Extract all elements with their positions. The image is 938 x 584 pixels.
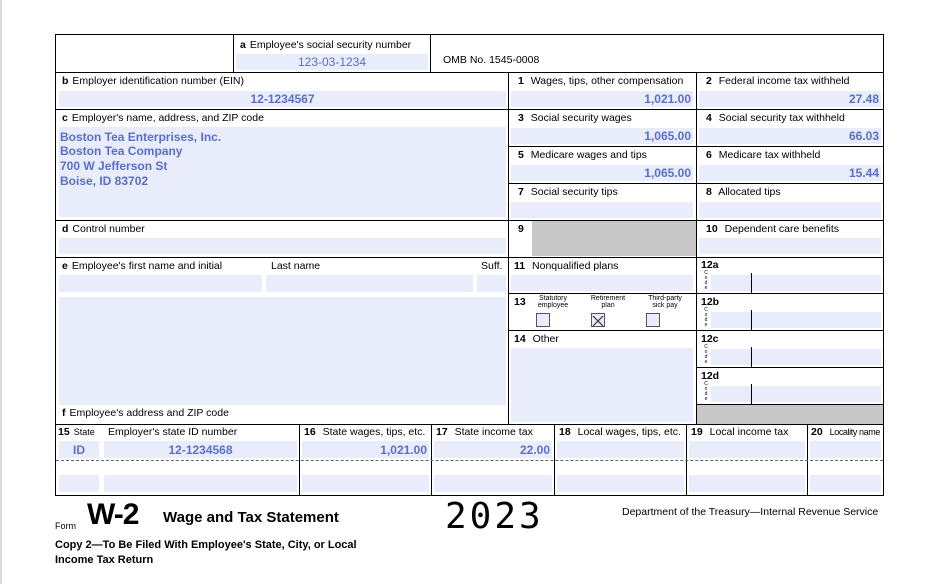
- ssn-value: 123-03-1234: [297, 55, 367, 69]
- third-party-label: Third-party sick pay: [648, 295, 682, 309]
- form-title: Wage and Tax Statement: [163, 509, 339, 526]
- box-3-value: 1,065.00: [644, 129, 691, 143]
- divider: [56, 109, 883, 110]
- box-a-label: a Employee's social security number: [240, 39, 412, 51]
- box-16-label: 16 State wages, tips, etc.: [304, 426, 426, 438]
- box-5-label: 5 Medicare wages and tips: [518, 149, 647, 161]
- box-14-field[interactable]: [511, 348, 693, 422]
- divider: [430, 35, 431, 72]
- employer-line-3: 700 W Jefferson St: [60, 159, 168, 173]
- state-tax-field-2[interactable]: [434, 475, 552, 492]
- box-12b-field[interactable]: [711, 312, 881, 328]
- code-label: C o d e: [704, 307, 708, 328]
- box-7-label: 7 Social security tips: [518, 186, 618, 198]
- box-6-value: 15.44: [848, 166, 879, 180]
- employer-line-4: Boise, ID 83702: [60, 174, 149, 188]
- x-mark-icon: [592, 315, 604, 327]
- state-wages-field-2[interactable]: [302, 475, 429, 492]
- divider: [233, 35, 234, 72]
- box-12a-field[interactable]: [711, 275, 881, 291]
- box-12c-label: 12c: [701, 333, 719, 345]
- box-14-label: 14 Other: [514, 333, 559, 345]
- shaded-area: [697, 405, 883, 424]
- box-20-label: 20 Locality name: [811, 426, 880, 438]
- box-12a-label: 12a: [701, 259, 719, 271]
- box-18-label: 18 Local wages, tips, etc.: [559, 426, 681, 438]
- department: Department of the Treasury—Internal Revenue Service: [622, 506, 879, 518]
- suffix-label: Suff.: [481, 260, 503, 272]
- ein-value: 12-1234567: [250, 92, 315, 106]
- box-9-label: 9: [518, 223, 524, 235]
- locality-field-2[interactable]: [810, 475, 881, 492]
- box-12c-field[interactable]: [711, 349, 881, 365]
- divider: [696, 293, 883, 294]
- box-11-label: 11 Nonqualified plans: [514, 260, 619, 272]
- locality-field[interactable]: [810, 441, 881, 458]
- copy-line-2: Income Tax Return: [55, 554, 154, 566]
- local-wages-field-2[interactable]: [557, 475, 684, 492]
- box-10-field[interactable]: [699, 238, 881, 254]
- box-7-field[interactable]: [511, 202, 693, 218]
- divider: [508, 183, 883, 184]
- box-e-label: e Employee's first name and initial: [62, 260, 223, 272]
- control-number-field[interactable]: [59, 238, 506, 254]
- box-11-field[interactable]: [511, 275, 693, 291]
- form-word: Form: [55, 521, 76, 531]
- state-id-value: 12-1234568: [168, 443, 233, 457]
- retirement-checkbox[interactable]: [591, 313, 605, 327]
- local-tax-field-2[interactable]: [689, 475, 805, 492]
- code-label: C o d e: [704, 381, 708, 402]
- box-12d-field[interactable]: [711, 386, 881, 402]
- box-2-value: 27.48: [848, 92, 879, 106]
- divider: [696, 330, 883, 331]
- divider: [696, 257, 697, 424]
- box-1-label: 1 Wages, tips, other compensation: [518, 75, 684, 87]
- divider: [56, 220, 883, 221]
- divider: [751, 384, 752, 404]
- box-8-label: 8 Allocated tips: [706, 186, 781, 198]
- state-id-field-2[interactable]: [104, 475, 297, 492]
- state-wages-value: 1,021.00: [380, 443, 427, 457]
- employer-line-1: Boston Tea Enterprises, Inc.: [60, 130, 222, 144]
- divider: [56, 257, 883, 258]
- box-12b-label: 12b: [701, 296, 720, 308]
- box-1-value: 1,021.00: [644, 92, 691, 106]
- divider: [751, 347, 752, 367]
- state-tax-value: 22.00: [519, 443, 550, 457]
- state-id-label: Employer's state ID number: [108, 426, 238, 438]
- box-6-label: 6 Medicare tax withheld: [706, 149, 821, 161]
- suffix-field[interactable]: [477, 275, 506, 292]
- box-9-shaded: [532, 221, 696, 256]
- box-10-label: 10 Dependent care benefits: [706, 223, 840, 235]
- box-8-field[interactable]: [699, 202, 881, 218]
- divider: [751, 273, 752, 293]
- dashed-divider: [56, 460, 883, 461]
- last-name-label: Last name: [271, 260, 321, 272]
- box-17-label: 17 State income tax: [436, 426, 533, 438]
- box-4-value: 66.03: [848, 129, 879, 143]
- divider: [751, 310, 752, 330]
- code-label: C o d e: [704, 344, 708, 365]
- employer-line-2: Boston Tea Company: [60, 144, 183, 158]
- first-name-field[interactable]: [59, 275, 262, 292]
- state-value: ID: [73, 443, 85, 457]
- divider: [56, 424, 883, 425]
- box-3-label: 3 Social security wages: [518, 112, 632, 124]
- box-5-value: 1,065.00: [644, 166, 691, 180]
- employee-address-field[interactable]: [59, 297, 506, 405]
- state-field-2[interactable]: [59, 475, 99, 492]
- last-name-field[interactable]: [266, 275, 473, 292]
- divider: [508, 257, 509, 424]
- box-c-label: c Employer's name, address, and ZIP code: [62, 112, 264, 124]
- box-19-label: 19 Local income tax: [691, 426, 789, 438]
- omb-number: OMB No. 1545-0008: [443, 54, 540, 66]
- box-2-label: 2 Federal income tax withheld: [706, 75, 850, 87]
- box-15-label: 15 State: [58, 426, 95, 438]
- statutory-label: Statutory employee: [537, 295, 569, 309]
- divider: [508, 146, 883, 147]
- statutory-checkbox[interactable]: [536, 313, 550, 327]
- form-name: W-2: [87, 498, 139, 531]
- copy-line-1: Copy 2—To Be Filed With Employee's State, City, or Local: [55, 539, 357, 551]
- divider: [696, 367, 883, 368]
- code-label: C o d e: [704, 270, 708, 291]
- divider: [696, 72, 697, 257]
- box-4-label: 4 Social security tax withheld: [706, 112, 845, 124]
- w2-form: [55, 34, 884, 496]
- box-12d-label: 12d: [701, 370, 720, 382]
- box-f-label: f Employee's address and ZIP code: [62, 407, 229, 419]
- page-edge: [0, 0, 2, 584]
- retirement-label: Retirement plan: [590, 295, 626, 309]
- local-wages-field[interactable]: [557, 441, 684, 458]
- box-b-label: b Employer identification number (EIN): [62, 75, 244, 87]
- tax-year: 2023: [445, 496, 544, 537]
- local-tax-field[interactable]: [689, 441, 805, 458]
- third-party-checkbox[interactable]: [646, 313, 660, 327]
- box-d-label: d Control number: [62, 223, 145, 235]
- box-13-label: 13: [514, 296, 526, 308]
- divider: [508, 330, 696, 331]
- divider: [508, 293, 696, 294]
- divider: [56, 72, 883, 73]
- divider: [508, 72, 509, 257]
